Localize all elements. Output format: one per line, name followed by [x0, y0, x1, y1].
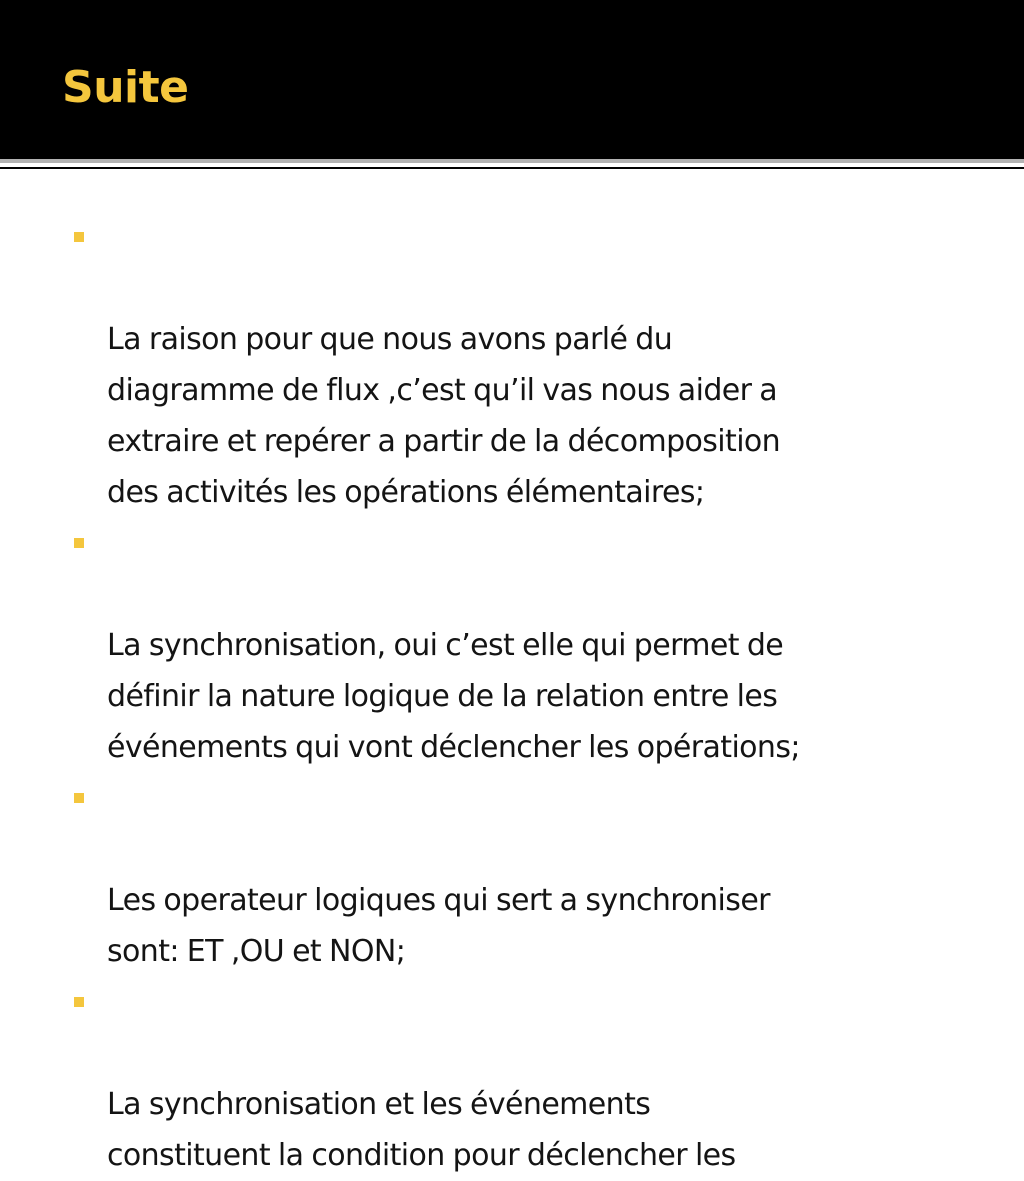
bullet-text: La raison pour que nous avons parlé du diagramme de flux ,c’est qu’il vas nous aider a extraire et repérer a partir de la décomposition des activités les opérations élémentaires; — [107, 322, 781, 510]
bullet-text: Les operateur logiques qui sert a synchroniser sont: ET ,OU et NON; — [107, 883, 770, 969]
bullet-text: La synchronisation et les événements constituent la condition pour déclencher les — [107, 1087, 736, 1173]
bullet-item — [0, 212, 967, 518]
bullet-text: La synchronisation, oui c’est elle qui permet de définir la nature logique de la relation entre les événements qui vont déclencher les opérations; — [107, 628, 800, 765]
bullet-item — [0, 977, 967, 1181]
square-bullet-icon — [74, 793, 84, 803]
title-divider-black — [0, 167, 1024, 169]
square-bullet-icon — [74, 232, 84, 242]
square-bullet-icon — [74, 538, 84, 548]
bullet-list — [0, 212, 1024, 1181]
square-bullet-icon — [74, 997, 84, 1007]
bullet-item — [0, 518, 967, 773]
slide-body — [0, 212, 1024, 1173]
bullet-item — [0, 773, 967, 977]
slide-title: Suite — [62, 62, 189, 113]
title-band — [0, 0, 1024, 159]
